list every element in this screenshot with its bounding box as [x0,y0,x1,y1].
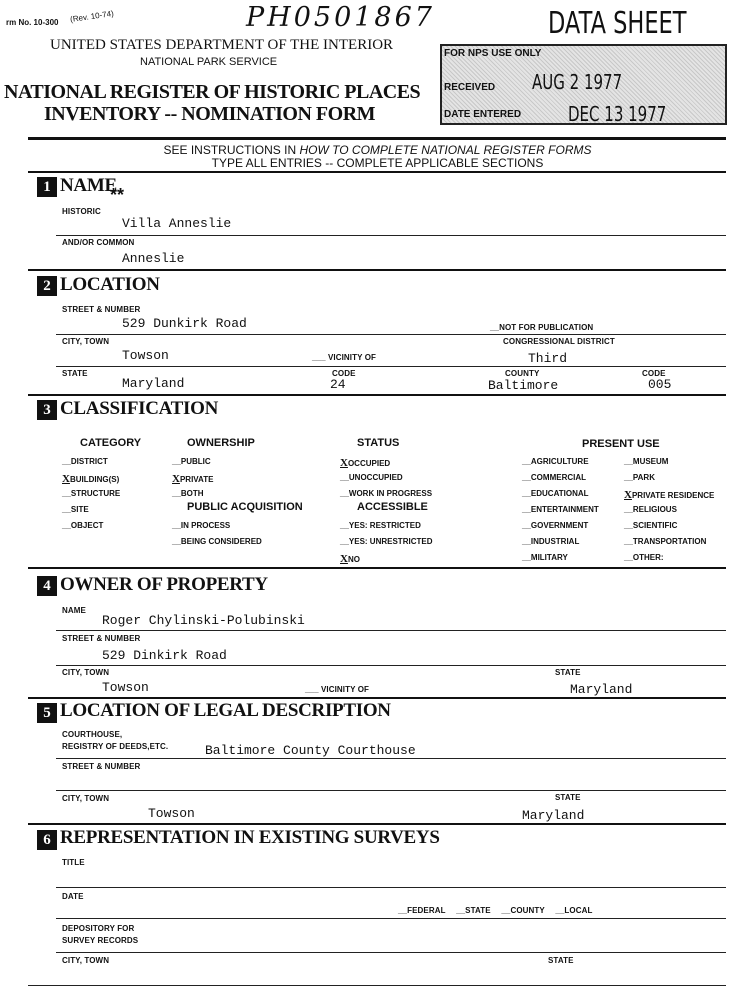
status-heading: STATUS [357,437,400,449]
owner-street-label: STREET & NUMBER [62,634,141,643]
checkbox-label: NO [347,555,360,564]
public-acquisition-heading: PUBLIC ACQUISITION [187,501,303,513]
instructions-text: SEE INSTRUCTIONS IN [163,143,300,157]
blank-mark: __ [62,505,71,514]
rule [28,985,726,986]
blank-mark: __ [522,553,531,562]
blank-mark: __ [522,489,531,498]
form-subtitle: INVENTORY -- NOMINATION FORM [44,103,376,125]
checked-mark: X [340,553,348,565]
checkbox-label: YES: RESTRICTED [348,521,421,530]
handwritten-id: PH0501867 [246,2,435,33]
checkbox-item[interactable] [340,457,390,469]
owner-vicinity-label: ___ VICINITY OF [305,685,370,694]
checkbox-label: AGRICULTURE [530,457,589,466]
blank-mark: __ [522,521,531,530]
rule [56,887,726,888]
city-label: CITY, TOWN [62,337,110,346]
checkbox-item[interactable] [62,489,120,498]
checkbox-item[interactable] [172,489,204,498]
owner-city: Towson [102,680,149,695]
accessible-heading: ACCESSIBLE [357,501,428,513]
owner-city-label: CITY, TOWN [62,668,110,677]
vicinity-label: ___ VICINITY OF [312,353,377,362]
checkbox-label: SITE [70,505,89,514]
county-label: COUNTY [505,369,540,378]
county-value: Baltimore [488,378,559,393]
rule [56,758,726,759]
blank-mark: __ [624,553,633,562]
blank-mark: __ [172,521,181,530]
common-label: AND/OR COMMON [62,238,135,247]
legal-state-label: STATE [555,793,581,802]
blank-mark: __ [62,489,71,498]
divider [28,394,726,396]
survey-date-label: DATE [62,892,84,901]
code-label: CODE [332,369,356,378]
blank-mark: __ [172,537,181,546]
blank-mark: __ [522,457,531,466]
county-code-value: 005 [648,377,672,392]
checkbox-item[interactable] [624,537,706,546]
blank-mark: __ [340,521,349,530]
checkbox-item[interactable] [624,473,655,482]
owner-name: Roger Chylinski-Polubinski [102,613,305,628]
checkbox-label: ENTERTAINMENT [530,505,599,514]
checkbox-label: RELIGIOUS [632,505,677,514]
category-heading: CATEGORY [80,437,142,449]
county-code-label: CODE [642,369,666,378]
checkbox-item[interactable] [62,505,89,514]
legal-city-label: CITY, TOWN [62,794,110,803]
section-title-owner: OWNER OF PROPERTY [60,574,268,595]
blank-mark: __ [624,505,633,514]
checkbox-item[interactable] [172,473,213,485]
checkbox-label: BEING CONSIDERED [180,537,262,546]
checkbox-item[interactable] [522,553,568,562]
divider [28,171,726,173]
city-value: Towson [122,348,169,363]
checkbox-item[interactable] [340,553,360,565]
entered-date: DEC 13 1977 [568,102,667,126]
depository-label: DEPOSITORY FOR [62,924,135,933]
divider [28,823,726,825]
checked-mark: X [172,473,180,485]
checkbox-label: OTHER: [632,553,664,562]
entered-label: DATE ENTERED [444,109,522,120]
checkbox-label: PRIVATE RESIDENCE [631,491,715,500]
data-sheet-stamp: DATA SHEET [548,6,687,41]
checkbox-label: GOVERNMENT [530,521,589,530]
instructions-title: HOW TO COMPLETE NATIONAL REGISTER FORMS [299,143,592,157]
blank-mark: __ [624,457,633,466]
blank-mark: __ [624,473,633,482]
checked-mark: X [624,489,632,501]
checkbox-item[interactable] [62,457,108,466]
congressional-district-label: CONGRESSIONAL DISTRICT [503,337,615,346]
state-value: Maryland [122,376,185,391]
legal-city: Towson [148,806,195,821]
rule [56,665,726,666]
checkbox-item[interactable] [624,457,668,466]
present-use-heading: PRESENT USE [582,438,660,450]
blank-mark: __ [624,537,633,546]
divider [28,567,726,569]
form-title: NATIONAL REGISTER OF HISTORIC PLACES [4,81,421,103]
courthouse-value: Baltimore County Courthouse [205,743,416,758]
instructions-line1 [0,143,755,157]
state-label: STATE [62,369,88,378]
checkbox-item[interactable] [340,537,432,546]
legal-state: Maryland [522,808,585,823]
checkbox-item[interactable] [522,521,588,530]
handwritten-mark: ** [110,185,125,205]
blank-mark: __ [340,537,349,546]
checkbox-label: OBJECT [70,521,104,530]
checkbox-label: YES: UNRESTRICTED [348,537,433,546]
checkbox-label: BOTH [180,489,204,498]
blank-mark: __ [522,537,531,546]
blank-mark: __ [340,473,349,482]
owner-state: Maryland [570,682,633,697]
rule [56,790,726,791]
blank-mark: __ [340,489,349,498]
checkbox-label: PUBLIC [180,457,211,466]
nps-label: FOR NPS USE ONLY [444,48,542,59]
checkbox-item[interactable] [340,489,432,498]
service: NATIONAL PARK SERVICE [140,56,278,68]
street-value: 529 Dunkirk Road [122,316,247,331]
received-date: AUG 2 1977 [532,70,623,94]
street-label: STREET & NUMBER [62,305,141,314]
checkbox-item[interactable] [172,457,211,466]
checked-mark: X [62,473,70,485]
congressional-district-value: Third [528,351,568,366]
section-number: 1 [37,177,57,197]
checkbox-label: IN PROCESS [180,521,231,530]
checkbox-item[interactable] [522,489,589,498]
checkbox-item[interactable] [624,521,677,530]
checkbox-item[interactable] [522,473,586,482]
checkbox-label: INDUSTRIAL [530,537,580,546]
legal-street-label: STREET & NUMBER [62,762,141,771]
section-number: 2 [37,276,57,296]
checkbox-label: EDUCATIONAL [530,489,589,498]
form-number: rm No. 10-300 [6,18,59,27]
received-label: RECEIVED [444,82,496,93]
section-title-surveys: REPRESENTATION IN EXISTING SURVEYS [60,827,440,848]
blank-mark: __ [522,473,531,482]
department: UNITED STATES DEPARTMENT OF THE INTERIOR [50,37,394,53]
section-number: 3 [37,400,57,420]
checkbox-label: WORK IN PROGRESS [348,489,433,498]
divider [28,269,726,271]
checkbox-item[interactable] [624,505,677,514]
section-title-name: NAME [60,175,117,196]
nps-use-box [440,44,727,125]
checkbox-label: DISTRICT [70,457,108,466]
checkbox-label: COMMERCIAL [530,473,587,482]
ownership-heading: OWNERSHIP [187,437,255,449]
instructions-line2: TYPE ALL ENTRIES -- COMPLETE APPLICABLE SECTIONS [211,156,544,170]
registry-label: REGISTRY OF DEEDS,ETC. [62,742,169,751]
checkbox-item[interactable] [522,537,579,546]
blank-mark: __ [624,521,633,530]
checkbox-item[interactable] [624,489,714,501]
rule [56,366,726,367]
checked-mark: X [340,457,348,469]
survey-city-label: CITY, TOWN [62,956,110,965]
historic-name: Villa Anneslie [122,216,232,231]
survey-title-label: TITLE [62,858,85,867]
section-number: 5 [37,703,57,723]
rule [56,630,726,631]
blank-mark: __ [62,457,71,466]
checkbox-item[interactable] [340,521,421,530]
checkbox-item[interactable] [340,473,403,482]
checkbox-label: TRANSPORTATION [632,537,707,546]
section-number: 4 [37,576,57,596]
state-code-value: 24 [330,377,346,392]
checkbox-item[interactable] [172,521,230,530]
blank-mark: __ [172,457,181,466]
survey-records-label: SURVEY RECORDS [62,936,139,945]
checkbox-item[interactable] [62,521,103,530]
blank-mark: __ [172,489,181,498]
checkbox-label: OCCUPIED [347,459,391,468]
section-title-location: LOCATION [60,274,160,295]
rule [56,235,726,236]
survey-levels: __FEDERAL __STATE __COUNTY __LOCAL [398,906,593,915]
blank-mark: __ [62,521,71,530]
checkbox-item[interactable] [522,457,589,466]
not-for-publication: __NOT FOR PUBLICATION [490,323,594,332]
checkbox-label: SCIENTIFIC [632,521,678,530]
checkbox-label: PARK [632,473,655,482]
courthouse-label: COURTHOUSE, [62,730,123,739]
rule [56,918,726,919]
checkbox-label: STRUCTURE [70,489,121,498]
checkbox-item[interactable] [522,505,599,514]
blank-mark: __ [522,505,531,514]
form-revision: (Rev. 10-74) [69,8,115,25]
owner-name-label: NAME [62,606,86,615]
divider [28,137,726,140]
survey-state-label: STATE [548,956,574,965]
historic-label: HISTORIC [62,207,101,216]
checkbox-label: MILITARY [530,553,568,562]
owner-street: 529 Dinkirk Road [102,648,227,663]
rule [56,334,726,335]
section-title-classification: CLASSIFICATION [60,398,219,419]
checkbox-item[interactable] [172,537,262,546]
section-number: 6 [37,830,57,850]
divider [28,697,726,699]
checkbox-label: UNOCCUPIED [348,473,403,482]
owner-state-label: STATE [555,668,581,677]
section-title-legal-description: LOCATION OF LEGAL DESCRIPTION [60,700,391,721]
checkbox-item[interactable] [62,473,119,485]
rule [56,952,726,953]
checkbox-label: BUILDING(S) [69,475,120,484]
checkbox-label: PRIVATE [179,475,214,484]
checkbox-label: MUSEUM [632,457,669,466]
common-name: Anneslie [122,251,185,266]
checkbox-item[interactable] [624,553,664,562]
